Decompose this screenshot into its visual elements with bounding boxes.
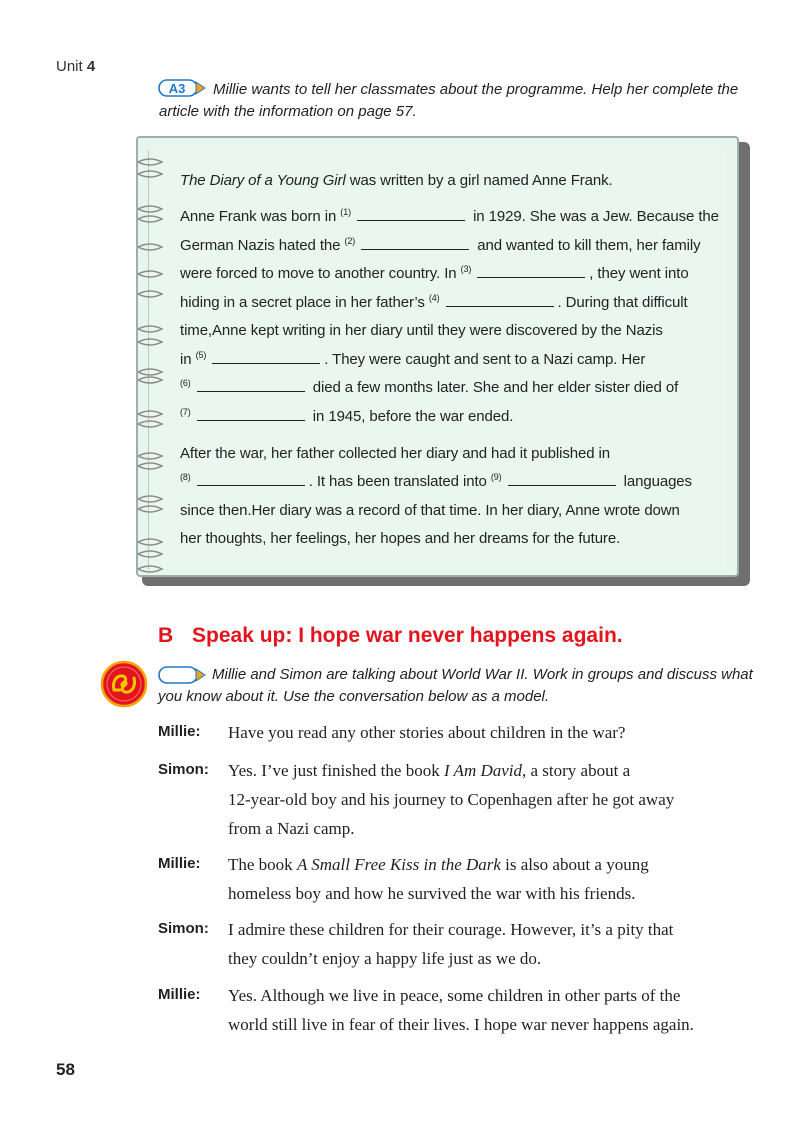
article-text: her thoughts, her feelings, her hopes and her dreams for the future. [180,530,621,547]
speech-text: is also about a young [500,855,649,874]
spiral-ring-icon [136,410,164,419]
blank-number: (1) [340,207,351,217]
blank-7-input[interactable] [197,408,305,421]
section-title: Speak up: I hope war never happens again. [192,624,623,647]
dialogue-line [228,756,768,843]
speaker-label: Millie: [158,986,201,1003]
speaking-heads-icon [100,660,148,708]
spiral-ring-icon [136,452,164,461]
speech-text: world still live in fear of their lives. I hope war never happens again. [228,1015,694,1034]
spiral-ring-icon [136,538,164,547]
blank-number: (7) [180,407,191,417]
blank-number: (4) [428,293,440,303]
spiral-ring-icon [136,158,164,167]
section-b-instruction: Millie and Simon are talking about World War II. Work in groups and discuss what you know about it. Use the conversation below as a model. [158,666,753,705]
spiral-ring-icon [136,215,164,224]
article-line-1 [180,172,613,189]
article-line-11 [180,473,692,490]
speaker-label: Simon: [158,761,209,778]
spiral-ring-icon [136,170,164,179]
spiral-ring-icon [136,243,164,252]
blank-4-input[interactable] [446,294,554,307]
spiral-ring-icon [136,325,164,334]
article-text: in 1929. She was a Jew. Because the [473,208,719,225]
spiral-ring-icon [136,205,164,214]
article-line-3 [180,237,701,254]
article-line-7 [180,351,645,368]
speaker-label: Simon: [158,920,209,937]
speech-text: homeless boy and how he survived the war with his friends. [228,884,636,903]
spiral-ring-icon [136,290,164,299]
article-line-4 [180,265,689,282]
article-text: was written by a girl named Anne Frank. [345,172,613,189]
a3-instruction: Millie wants to tell her classmates about the programme. Help her complete the article with the information on page 57. [159,81,739,120]
speech-text: Yes. Although we live in peace, some children in other parts of the [228,986,681,1005]
speech-text: from a Nazi camp. [228,819,355,838]
speech-text: I admire these children for their courage. However, it’s a pity that [228,920,674,939]
article-text: hiding in a secret place in her father’s [180,294,425,311]
speech-text: Have you read any other stories about children in the war? [228,723,626,742]
book-title: A Small Free Kiss in the Dark [296,855,501,874]
blank-3-input[interactable] [477,265,585,278]
speech-text: they couldn’t enjoy a happy life just as we do. [228,949,542,968]
book-title: I Am David [443,761,523,780]
blank-number: (9) [490,472,502,482]
article-text: German Nazis hated the [180,237,341,254]
article-text: After the war, her father collected her diary and had it published in [180,445,611,462]
spiral-ring-icon [136,420,164,429]
article-line-9 [180,408,513,425]
article-line-8 [180,379,678,396]
spiral-ring-icon [136,550,164,559]
spiral-ring-icon [136,462,164,471]
blank-9-input[interactable] [508,473,616,486]
article-text: were forced to move to another country. In [180,265,457,282]
article-text: time,Anne kept writing in her diary until they were discovered by the Nazis [180,322,663,339]
blank-8-input[interactable] [197,473,305,486]
speech-text: , a story about a [522,761,631,780]
article-text: died a few months later. She and her elder sister died of [312,379,679,396]
article-line-5 [180,294,688,311]
blank-1-input[interactable] [357,208,465,221]
article-line-6 [180,322,663,339]
article-line-12 [180,502,680,519]
dialogue-line [228,850,768,908]
blank-number: (5) [195,350,207,360]
spiral-ring-icon [136,495,164,504]
article-text: and wanted to kill them, her family [477,237,701,254]
article-line-10 [180,445,610,462]
blank-number: (8) [180,472,191,482]
article-text: in [180,351,192,368]
blank-2-input[interactable] [361,237,469,250]
spiral-ring-icon [136,565,164,574]
spiral-ring-icon [136,338,164,347]
spiral-ring-icon [136,505,164,514]
article-text: languages [623,473,692,490]
speech-text: 12-year-old boy and his journey to Copenhagen after he got away [228,790,675,809]
unit-label [56,58,95,75]
article-text: . During that difficult [557,294,688,311]
section-letter: B [158,624,174,647]
article-line-2 [180,208,719,225]
article-text: Anne Frank was born in [180,208,337,225]
book-title: The Diary of a Young Girl [180,172,346,189]
spiral-ring-icon [136,270,164,279]
unit-number: 4 [86,58,96,75]
speaker-label: Millie: [158,723,201,740]
article-text: in 1945, before the war ended. [312,408,514,425]
speech-text: The book [228,855,297,874]
speech-text: Yes. I’ve just finished the book [228,761,444,780]
blank-number: (2) [344,236,356,246]
a3-badge-label: A3 [168,81,186,96]
dialogue-line [228,981,768,1039]
blank-number: (3) [460,264,472,274]
blank-6-input[interactable] [197,379,305,392]
blank-number: (6) [180,378,191,388]
article-line-13 [180,530,620,547]
article-text: . They were caught and sent to a Nazi camp. Her [324,351,646,368]
blank-5-input[interactable] [212,351,320,364]
article-text: , they went into [589,265,689,282]
page-number: 58 [56,1060,75,1079]
spiral-ring-icon [136,376,164,385]
speaker-label: Millie: [158,855,201,872]
article-text: since then.Her diary was a record of that time. In her diary, Anne wrote down [180,502,680,519]
unit-word: Unit [56,58,83,75]
dialogue-line [228,915,768,973]
article-text: . It has been translated into [308,473,487,490]
dialogue-line [228,718,768,747]
